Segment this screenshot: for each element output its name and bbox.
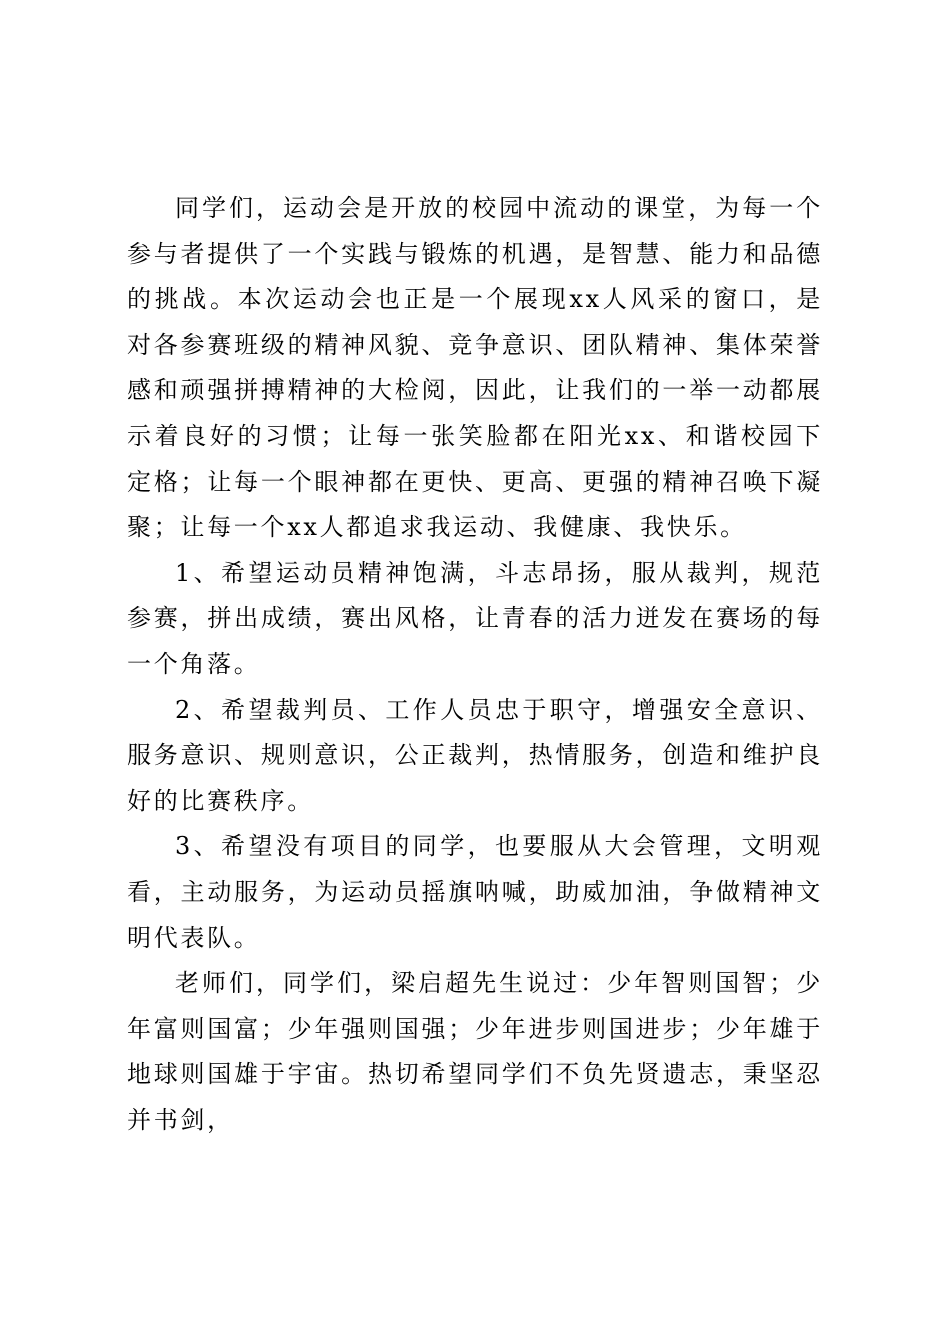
paragraph-athletes: 1、希望运动员精神饱满，斗志昂扬，服从裁判，规范参赛，拼出成绩，赛出风格，让青春的活力迸发在赛场的每一个角落。 (127, 558, 823, 678)
document-body (127, 186, 823, 1143)
paragraph-referees: 2、希望裁判员、工作人员忠于职守，增强安全意识、服务意识、规则意识，公正裁判，热情服务，创造和维护良好的比赛秩序。 (127, 695, 823, 815)
paragraph-closing: 老师们，同学们，梁启超先生说过：少年智则国智；少年富则国富；少年强则国强；少年进步则国进步；少年雄于地球则国雄于宇宙。热切希望同学们不负先贤遗志，秉坚忍并书剑， (127, 969, 823, 1134)
paragraph-intro: 同学们，运动会是开放的校园中流动的课堂，为每一个参与者提供了一个实践与锻炼的机遇，是智慧、能力和品德的挑战。本次运动会也正是一个展现xx人风采的窗口，是对各参赛班级的精神风貌、竞争意识、团队精神、集体荣誉感和顽强拼搏精神的大检阅，因此，让我们的一举一动都展示着良好的习惯；让每一张笑脸都在阳光xx、和谐校园下定格；让每一个眼神都在更快、更高、更强的精神召唤下凝聚；让每一个xx人都追求我运动、我健康、我快乐。 (127, 194, 823, 542)
paragraph-students: 3、希望没有项目的同学，也要服从大会管理，文明观看，主动服务，为运动员摇旗呐喊，助威加油，争做精神文明代表队。 (127, 832, 823, 952)
